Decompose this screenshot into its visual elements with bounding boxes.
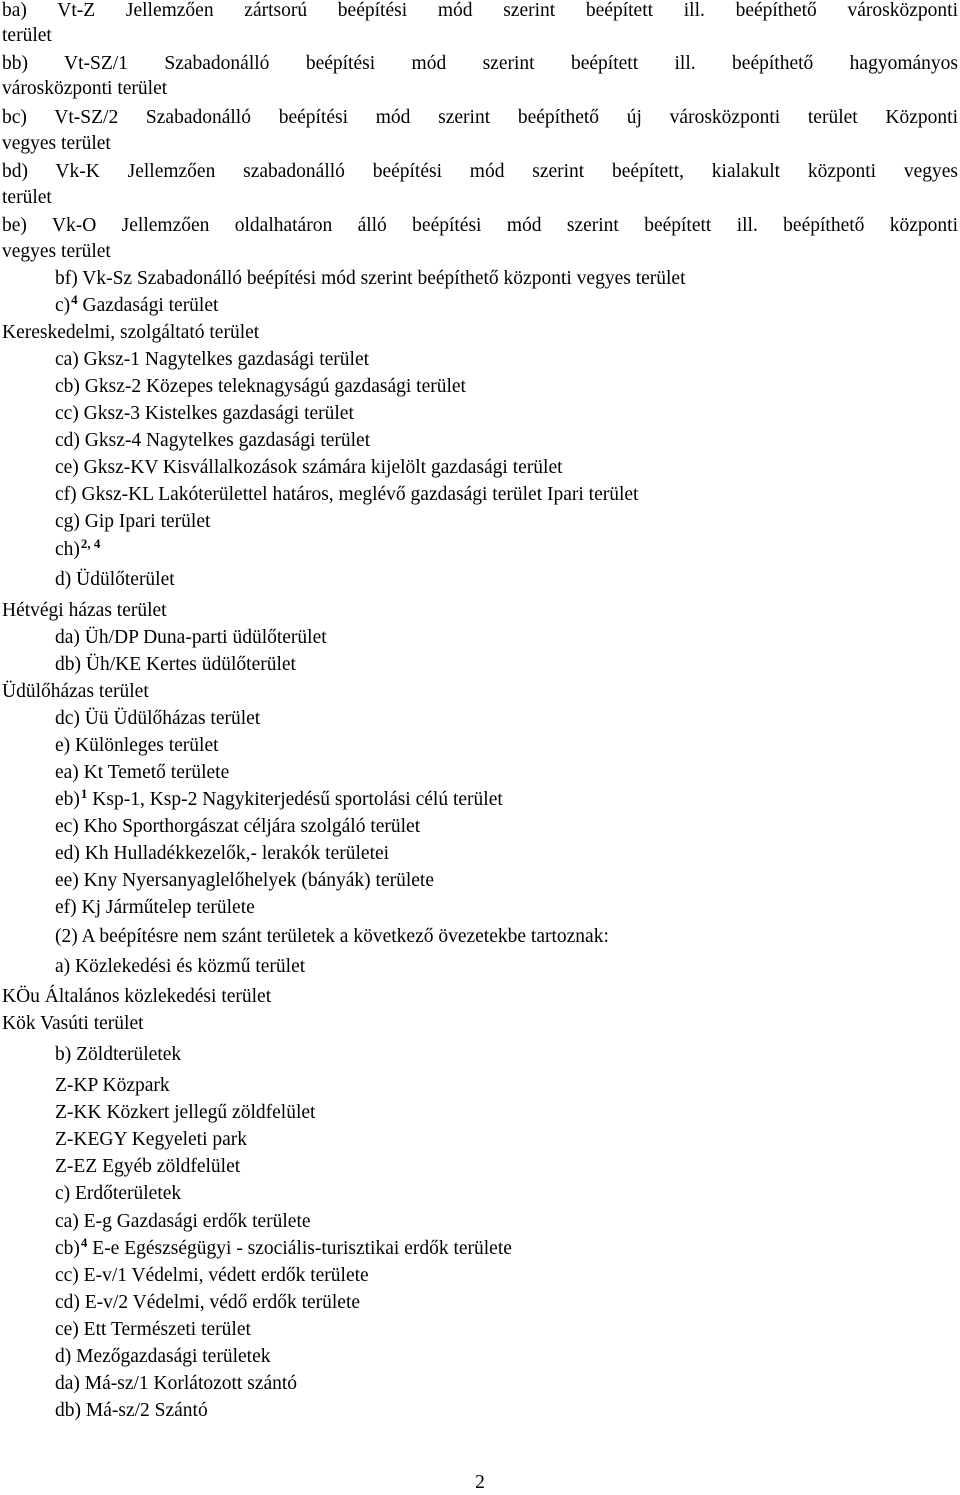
text-line: Z-KK Közkert jellegű zöldfelület — [55, 1102, 316, 1123]
text-line: c) Erdőterületek — [55, 1183, 182, 1204]
text-line: ba) Vt-Z Jellemzően zártsorú beépítési mód szerint beépített ill. beépíthető városközponti — [2, 0, 958, 21]
text-line: dc) Üü Üdülőházas terület — [55, 708, 261, 729]
text-line: d) Üdülőterület — [55, 569, 175, 590]
text-line: Z-EZ Egyéb zöldfelület — [55, 1156, 241, 1177]
text-line: ce) Gksz-KV Kisvállalkozások számára kijelölt gazdasági terület — [55, 457, 563, 478]
footnote-marker: 4 — [71, 291, 78, 307]
item-label: ch) — [55, 539, 80, 560]
text-line: cd) Gksz-4 Nagytelkes gazdasági terület — [55, 430, 371, 451]
text-line: Hétvégi házas terület — [2, 600, 167, 621]
text-line: Üdülőházas terület — [2, 681, 149, 702]
text-line: vegyes terület — [2, 241, 111, 262]
text-line: cf) Gksz-KL Lakóterülettel határos, meglévő gazdasági terület Ipari terület — [55, 484, 639, 505]
text-line: terület — [2, 187, 52, 208]
text-line: be) Vk-O Jellemzően oldalhatáron álló beépítési mód szerint beépített ill. beépíthető központi — [2, 215, 958, 236]
text-line: városközponti terület — [2, 78, 168, 99]
item-label: c) — [55, 295, 71, 316]
text-line: a) Közlekedési és közmű terület — [55, 956, 306, 977]
text-line: cb) Gksz-2 Közepes teleknagyságú gazdasági terület — [55, 376, 466, 397]
text-line: ea) Kt Temető területe — [55, 762, 230, 783]
text-line: KÖu Általános közlekedési terület — [2, 986, 272, 1007]
text-line: cd) E-v/2 Védelmi, védő erdők területe — [55, 1292, 361, 1313]
item-text: E-e Egészségügyi - szociális-turisztikai erdők területe — [87, 1238, 512, 1259]
text-line: Kereskedelmi, szolgáltató terület — [2, 322, 260, 343]
text-line: bc) Vt-SZ/2 Szabadonálló beépítési mód szerint beépíthető új városközponti terület Központi — [2, 107, 958, 128]
text-line — [55, 535, 101, 561]
text-line: Z-KEGY Kegyeleti park — [55, 1129, 248, 1150]
text-line: db) Üh/KE Kertes üdülőterület — [55, 654, 296, 675]
text-line: ee) Kny Nyersanyaglelőhelyek (bányák) területe — [55, 870, 434, 891]
text-line: Z-KP Közpark — [55, 1075, 170, 1096]
text-line: Kök Vasúti terület — [2, 1013, 144, 1034]
text-line: ec) Kho Sporthorgászat céljára szolgáló terület — [55, 816, 421, 837]
text-line — [55, 785, 503, 811]
item-label: cb) — [55, 1238, 80, 1259]
page-number: 2 — [475, 1472, 485, 1493]
text-line: cc) E-v/1 Védelmi, védett erdők területe — [55, 1265, 369, 1286]
text-line: db) Má-sz/2 Szántó — [55, 1400, 208, 1421]
text-line: ef) Kj Járműtelep területe — [55, 897, 255, 918]
text-line: ca) E-g Gazdasági erdők területe — [55, 1211, 311, 1232]
text-line: b) Zöldterületek — [55, 1044, 182, 1065]
footnote-marker: 2, 4 — [80, 535, 101, 551]
text-line: bd) Vk-K Jellemzően szabadonálló beépítési mód szerint beépített, kialakult központi vegyes — [2, 161, 958, 182]
text-line: ed) Kh Hulladékkezelők,- lerakók területei — [55, 843, 390, 864]
text-line: (2) A beépítésre nem szánt területek a következő övezetekbe tartoznak: — [55, 926, 609, 947]
item-label: eb) — [55, 789, 80, 810]
text-line: cg) Gip Ipari terület — [55, 511, 211, 532]
text-line: bf) Vk-Sz Szabadonálló beépítési mód szerint beépíthető központi vegyes terület — [55, 268, 686, 289]
footnote-marker: 4 — [80, 1234, 88, 1250]
text-line — [55, 291, 219, 317]
text-line: bb) Vt-SZ/1 Szabadonálló beépítési mód szerint beépített ill. beépíthető hagyományos — [2, 53, 958, 74]
text-line: da) Má-sz/1 Korlátozott szántó — [55, 1373, 298, 1394]
text-line: ce) Ett Természeti terület — [55, 1319, 251, 1340]
footnote-marker: 1 — [80, 785, 88, 801]
text-line: ca) Gksz-1 Nagytelkes gazdasági terület — [55, 349, 370, 370]
text-line: vegyes terület — [2, 133, 111, 154]
text-line: d) Mezőgazdasági területek — [55, 1346, 271, 1367]
text-line: terület — [2, 25, 52, 46]
item-text: Gazdasági terület — [77, 295, 219, 316]
text-line: e) Különleges terület — [55, 735, 219, 756]
text-line: cc) Gksz-3 Kistelkes gazdasági terület — [55, 403, 354, 424]
item-text: Ksp-1, Ksp-2 Nagykiterjedésű sportolási célú terület — [87, 789, 503, 810]
text-line — [55, 1234, 512, 1260]
text-line: da) Üh/DP Duna-parti üdülőterület — [55, 627, 327, 648]
